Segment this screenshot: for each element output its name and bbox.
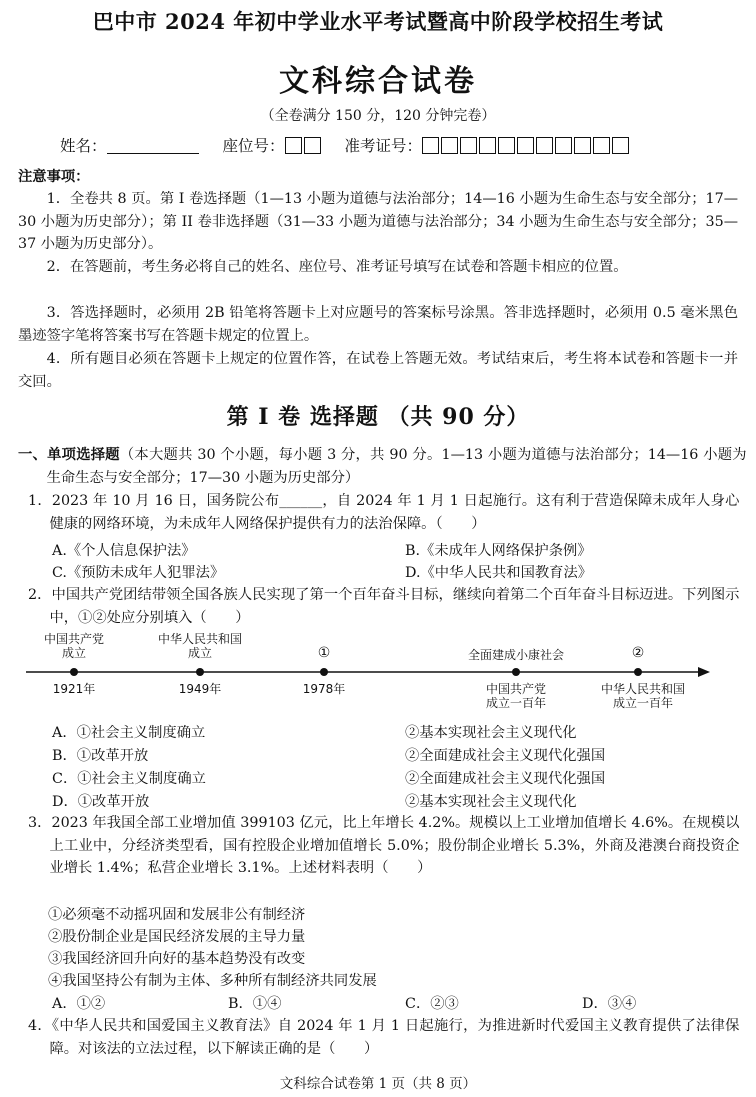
- q2-option-d-1[interactable]: D．①改革开放: [52, 794, 150, 810]
- q3-stem: 3．2023 年我国全部工业增加值 399103 亿元，比上年增长 4.2%。规模以上工业增加值增长 4.6%。在规模以上工业中，分经济类型看，国有控股企业增加值增长 5.0%；股份制企业增长 5.3%，外商及港澳台商投资企业增长 1.4%；私营企业增长 3.1%。上述材料表明（ ）: [28, 815, 740, 876]
- name-field[interactable]: [107, 137, 199, 154]
- notice-heading: 注意事项：: [18, 169, 90, 185]
- q3-statement-1: ①必须毫不动摇巩固和发展非公有制经济: [48, 907, 306, 923]
- q3-option-b[interactable]: B．①④: [228, 996, 282, 1012]
- notice-item-2: 2．在答题前，考生务必将自己的姓名、座位号、准考证号填写在试卷和答题卡相应的位置。: [46, 259, 628, 275]
- notice-item-1: 1．全卷共 8 页。第 I 卷选择题（1—13 小题为道德与法治部分；14—16 小题为生命生态与安全部分；17—30 小题为历史部分）；第 II 卷非选择题（31—33 小题为道德与法治部分；34 小题为生命生态与安全部分；35—37 小题为历史部分）。: [18, 191, 738, 252]
- timeline-top-1: 中国共产党 成立: [43, 632, 104, 660]
- timeline-bottom-1: 1921年: [52, 682, 96, 696]
- q2-option-c-1[interactable]: C．①社会主义制度确立: [52, 771, 206, 787]
- q1-option-c[interactable]: C.《预防未成年人犯罪法》: [52, 565, 225, 581]
- q1-stem: 1．2023 年 10 月 16 日，国务院公布______，自 2024 年 1 月 1 日起施行。这有利于营造保障未成年人身心健康的网络环境，为未成年人网络保护提供有力的法治保障。（ ）: [28, 493, 740, 532]
- q2-option-b-2: ②全面建成社会主义现代化强国: [405, 748, 606, 764]
- candidate-info: [60, 134, 631, 156]
- timeline-bottom-3: 1978年: [302, 682, 346, 696]
- timeline-bottom-4: 中国共产党 成立一百年: [485, 682, 546, 710]
- q3-statement-2: ②股份制企业是国民经济发展的主导力量: [48, 929, 306, 945]
- q3-option-a[interactable]: A．①②: [52, 996, 106, 1012]
- q3-statement-4: ④我国坚持公有制为主体、多种所有制经济共同发展: [48, 973, 377, 989]
- seat-boxes[interactable]: [285, 136, 323, 155]
- timeline-top-3: ①: [317, 645, 331, 661]
- q2-option-d-2: ②基本实现社会主义现代化: [405, 794, 577, 810]
- q2-option-b-1[interactable]: B．①改革开放: [52, 748, 149, 764]
- seat-label: 座位号：: [222, 137, 285, 155]
- exam-number-boxes[interactable]: [422, 136, 631, 155]
- exam-subject: 文科综合试卷: [279, 64, 477, 99]
- part-heading: 一、单项选择题: [18, 447, 120, 463]
- timeline-bottom-2: 1949年: [178, 682, 222, 696]
- timeline-figure: [18, 630, 738, 722]
- notice-item-3: 3．答选择题时，必须用 2B 铅笔将答题卡上对应题号的答案标号涂黑。答非选择题时，必须用 0.5 毫米黑色墨迹签字笔将答案书写在答题卡规定的位置上。: [18, 305, 738, 344]
- q3-option-d[interactable]: D．③④: [582, 996, 637, 1012]
- q1-option-a[interactable]: A.《个人信息保护法》: [52, 543, 196, 559]
- q2-stem: 2．中国共产党团结带领全国各族人民实现了第一个百年奋斗目标，继续向着第二个百年奋斗目标迈进。下列图示中，①②处应分别填入（ ）: [28, 587, 740, 626]
- timeline-top-4: 全面建成小康社会: [467, 648, 564, 662]
- timeline-bottom-5: 中华人民共和国 成立一百年: [600, 682, 685, 710]
- section-title: 第 I 卷 选择题 （共 90 分）: [226, 404, 530, 430]
- name-label: 姓名：: [60, 137, 107, 155]
- part-desc: （本大题共 30 个小题，每小题 3 分，共 90 分。1—13 小题为道德与法治部分；14—16 小题为生命生态与安全部分；17—30 小题为历史部分）: [46, 447, 747, 486]
- timeline-top-5: ②: [631, 645, 645, 661]
- q2-option-a-1[interactable]: A．①社会主义制度确立: [52, 725, 206, 741]
- notice-item-4: 4．所有题目必须在答题卡上规定的位置作答，在试卷上答题无效。考试结束后，考生将本试卷和答题卡一并交回。: [18, 351, 738, 390]
- q1-option-b[interactable]: B.《未成年人网络保护条例》: [405, 543, 592, 559]
- part-intro: [18, 444, 747, 489]
- page-footer: 文科综合试卷第 1 页（共 8 页）: [279, 1076, 477, 1092]
- exam-title: 巴中市 2024 年初中学业水平考试暨高中阶段学校招生考试: [92, 9, 664, 34]
- q3-option-c[interactable]: C．②③: [405, 996, 459, 1012]
- q1-option-d[interactable]: D.《中华人民共和国教育法》: [405, 565, 593, 581]
- q4-stem: 4．《中华人民共和国爱国主义教育法》自 2024 年 1 月 1 日起施行，为推进新时代爱国主义教育提供了法律保障。对该法的立法过程，以下解读正确的是（ ）: [28, 1018, 740, 1057]
- exam-number-label: 准考证号：: [344, 137, 423, 155]
- timeline-top-2: 中华人民共和国 成立: [157, 632, 242, 660]
- q2-option-c-2: ②全面建成社会主义现代化强国: [405, 771, 606, 787]
- q3-statement-3: ③我国经济回升向好的基本趋势没有改变: [48, 951, 306, 967]
- exam-score-note: （全卷满分 150 分，120 分钟完卷）: [260, 108, 496, 124]
- q2-option-a-2: ②基本实现社会主义现代化: [405, 725, 577, 741]
